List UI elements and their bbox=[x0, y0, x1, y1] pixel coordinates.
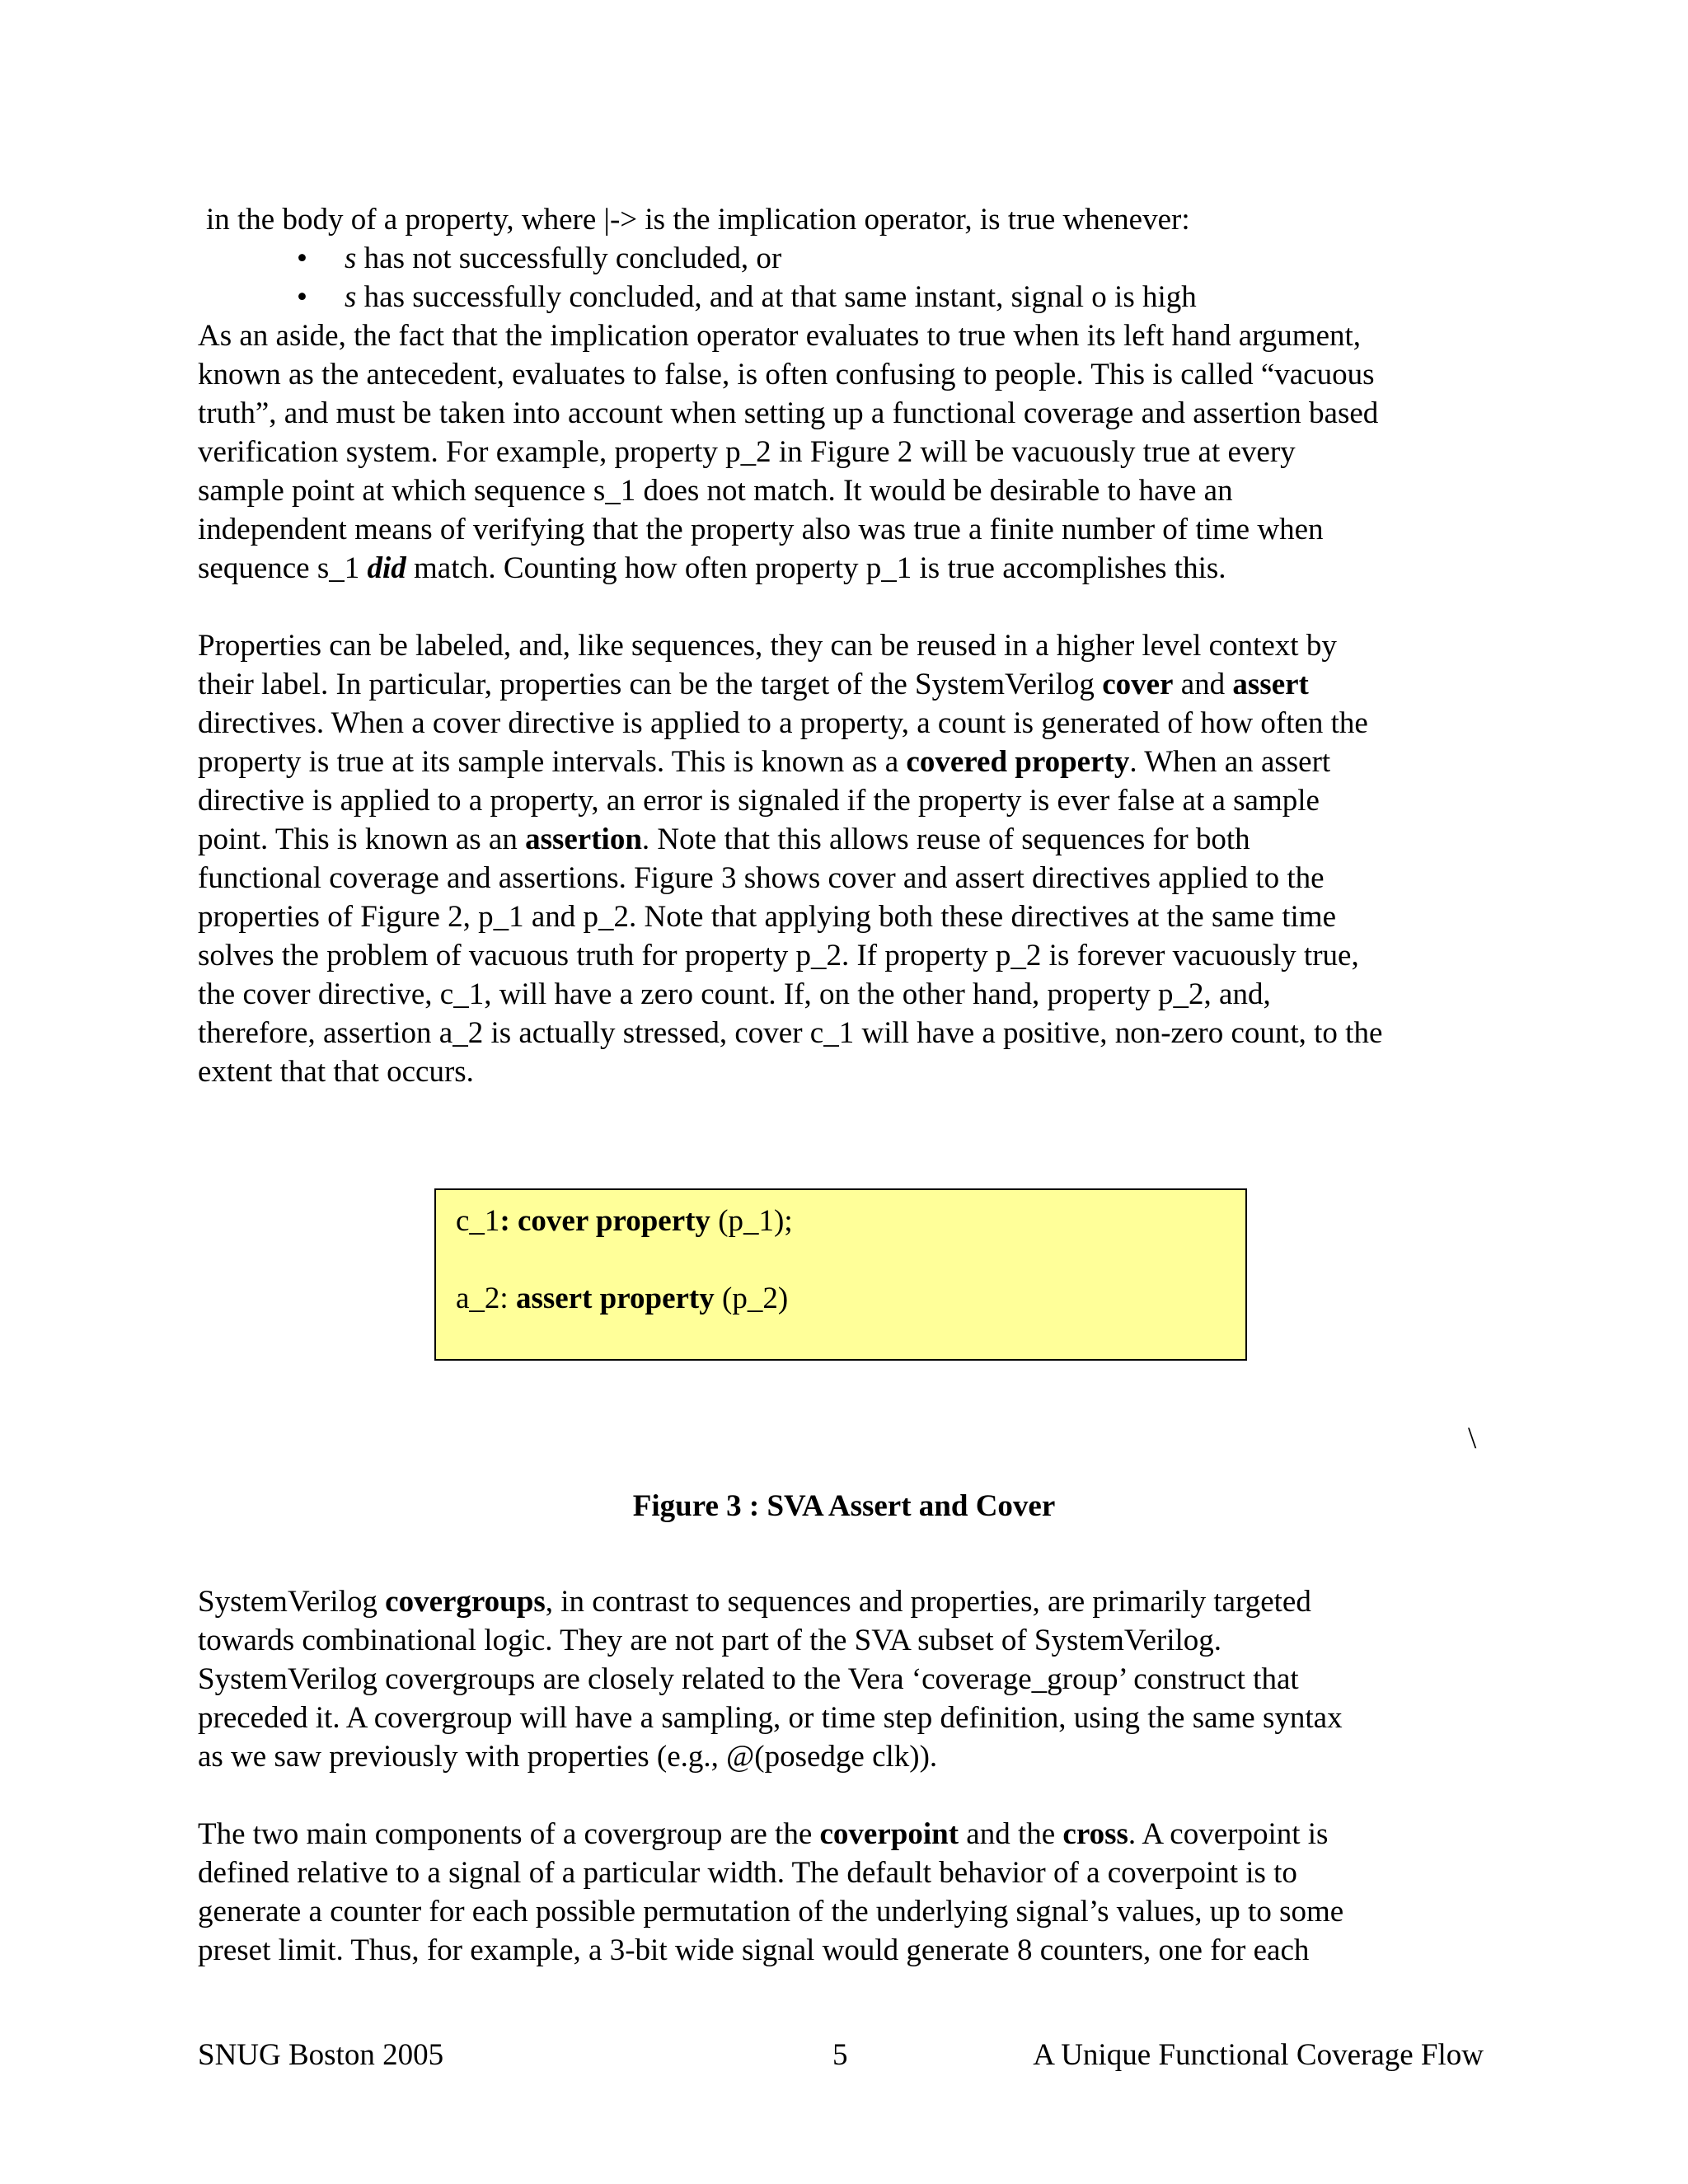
text-line: preceded it. A covergroup will have a sampling, or time step definition, using the same syntax bbox=[198, 1701, 1343, 1735]
footer-paper-title: A Unique Functional Coverage Flow bbox=[1033, 2038, 1484, 2072]
term-covergroups: covergroups bbox=[385, 1585, 546, 1619]
text-run: . A coverpoint is bbox=[1128, 1817, 1329, 1851]
variable-s: s bbox=[345, 241, 357, 275]
text-line: as we saw previously with properties (e.g., @(posedge clk)). bbox=[198, 1740, 938, 1774]
text-line: SystemVerilog covergroups are closely related to the Vera ‘coverage_group’ construct that bbox=[198, 1662, 1299, 1696]
text-line: known as the antecedent, evaluates to false, is often confusing to people. This is called “vacuous bbox=[198, 358, 1375, 391]
text-run: and the bbox=[959, 1817, 1063, 1851]
text-line bbox=[198, 820, 1500, 859]
text-line: towards combinational logic. They are not part of the SVA subset of SystemVerilog. bbox=[198, 1624, 1222, 1657]
text-run: The two main components of a covergroup are the bbox=[198, 1817, 820, 1851]
text-line: the cover directive, c_1, will have a zero count. If, on the other hand, property p_2, and, bbox=[198, 977, 1271, 1011]
argument-p1: (p_1); bbox=[710, 1204, 793, 1238]
text-line: functional coverage and assertions. Figure 3 shows cover and assert directives applied to the bbox=[198, 861, 1325, 895]
term-cross: cross bbox=[1062, 1817, 1128, 1851]
label-a2: a_2: bbox=[456, 1282, 516, 1315]
text-run: point. This is known as an bbox=[198, 823, 526, 856]
text-line bbox=[198, 549, 1500, 588]
bullet-icon: • bbox=[297, 280, 307, 314]
text-line bbox=[198, 1582, 1500, 1621]
term-covered-property: covered property bbox=[906, 745, 1130, 779]
text-run: property is true at its sample intervals. This is known as a bbox=[198, 745, 907, 779]
label-c1: c_1 bbox=[456, 1204, 500, 1238]
text-line bbox=[198, 665, 1500, 704]
stray-backslash: \ bbox=[1468, 1422, 1477, 1455]
keyword-cover: cover bbox=[1102, 668, 1174, 701]
text-line bbox=[198, 743, 1500, 781]
text-line: directive is applied to a property, an error is signaled if the property is ever false at a sample bbox=[198, 784, 1320, 818]
list-item bbox=[198, 278, 1500, 316]
text-line: therefore, assertion a_2 is actually stressed, cover c_1 will have a positive, non-zero count, to the bbox=[198, 1016, 1383, 1050]
keyword-cover-property: : cover property bbox=[499, 1204, 710, 1238]
text-run: their label. In particular, properties can be the target of the SystemVerilog bbox=[198, 668, 1103, 701]
text-line: directives. When a cover directive is applied to a property, a count is generated of how often the bbox=[198, 706, 1368, 740]
paragraph-covergroups bbox=[198, 1582, 1500, 1776]
page-footer bbox=[198, 2036, 1484, 2074]
code-line-cover bbox=[456, 1202, 1245, 1240]
text-line: extent that that occurs. bbox=[198, 1055, 474, 1089]
text-line: sample point at which sequence s_1 does not match. It would be desirable to have an bbox=[198, 474, 1233, 508]
condition-list bbox=[198, 239, 1500, 316]
term-assertion: assertion bbox=[525, 823, 642, 856]
text-run: and bbox=[1173, 668, 1233, 701]
code-line-assert bbox=[456, 1279, 1245, 1318]
text-line: verification system. For example, property p_2 in Figure 2 will be vacuously true at every bbox=[198, 435, 1296, 469]
variable-s: s bbox=[345, 280, 357, 314]
text-run: sequence s_1 bbox=[198, 551, 368, 585]
text-line: defined relative to a signal of a particular width. The default behavior of a coverpoint is to bbox=[198, 1856, 1297, 1890]
text-line: truth”, and must be taken into account when setting up a functional coverage and assertion based bbox=[198, 396, 1379, 430]
term-coverpoint: coverpoint bbox=[819, 1817, 959, 1851]
text-line: generate a counter for each possible permutation of the underlying signal’s values, up to some bbox=[198, 1895, 1344, 1929]
main-text bbox=[198, 200, 1500, 1091]
emphasis-did: did bbox=[367, 551, 406, 585]
keyword-assert-property: assert property bbox=[515, 1282, 715, 1315]
lower-text bbox=[198, 1582, 1500, 1970]
figure-3-code-box bbox=[434, 1188, 1247, 1361]
text-run: . When an assert bbox=[1129, 745, 1331, 779]
text-line: properties of Figure 2, p_1 and p_2. Note that applying both these directives at the same time bbox=[198, 900, 1336, 934]
footer-conference: SNUG Boston 2005 bbox=[198, 2038, 444, 2072]
text-run: , in contrast to sequences and properties, are primarily targeted bbox=[545, 1585, 1311, 1619]
bullet-text: has successfully concluded, and at that same instant, signal o is high bbox=[356, 280, 1197, 314]
text-line: preset limit. Thus, for example, a 3-bit wide signal would generate 8 counters, one for each bbox=[198, 1933, 1310, 1967]
page-number: 5 bbox=[832, 2038, 848, 2072]
keyword-assert: assert bbox=[1232, 668, 1309, 701]
text-line: As an aside, the fact that the implication operator evaluates to true when its left hand argument, bbox=[198, 319, 1362, 353]
text-run: SystemVerilog bbox=[198, 1585, 386, 1619]
paragraph-properties bbox=[198, 626, 1500, 1091]
text-line bbox=[198, 1815, 1500, 1854]
paragraph-coverpoint bbox=[198, 1815, 1500, 1970]
list-item bbox=[198, 239, 1500, 278]
bullet-icon: • bbox=[297, 241, 307, 275]
text-run: . Note that this allows reuse of sequences for both bbox=[641, 823, 1250, 856]
bullet-text: has not successfully concluded, or bbox=[356, 241, 782, 275]
paragraph-vacuous-truth bbox=[198, 316, 1500, 588]
text-line: solves the problem of vacuous truth for property p_2. If property p_2 is forever vacuously true, bbox=[198, 939, 1359, 972]
text-run: match. Counting how often property p_1 is true accomplishes this. bbox=[406, 551, 1226, 585]
argument-p2: (p_2) bbox=[714, 1282, 789, 1315]
figure-caption: Figure 3 : SVA Assert and Cover bbox=[632, 1489, 1056, 1523]
text-line: Properties can be labeled, and, like sequences, they can be reused in a higher level context by bbox=[198, 629, 1337, 663]
intro-line: in the body of a property, where |-> is the implication operator, is true whenever: bbox=[206, 203, 1190, 237]
text-line: independent means of verifying that the property also was true a finite number of time when bbox=[198, 513, 1324, 546]
